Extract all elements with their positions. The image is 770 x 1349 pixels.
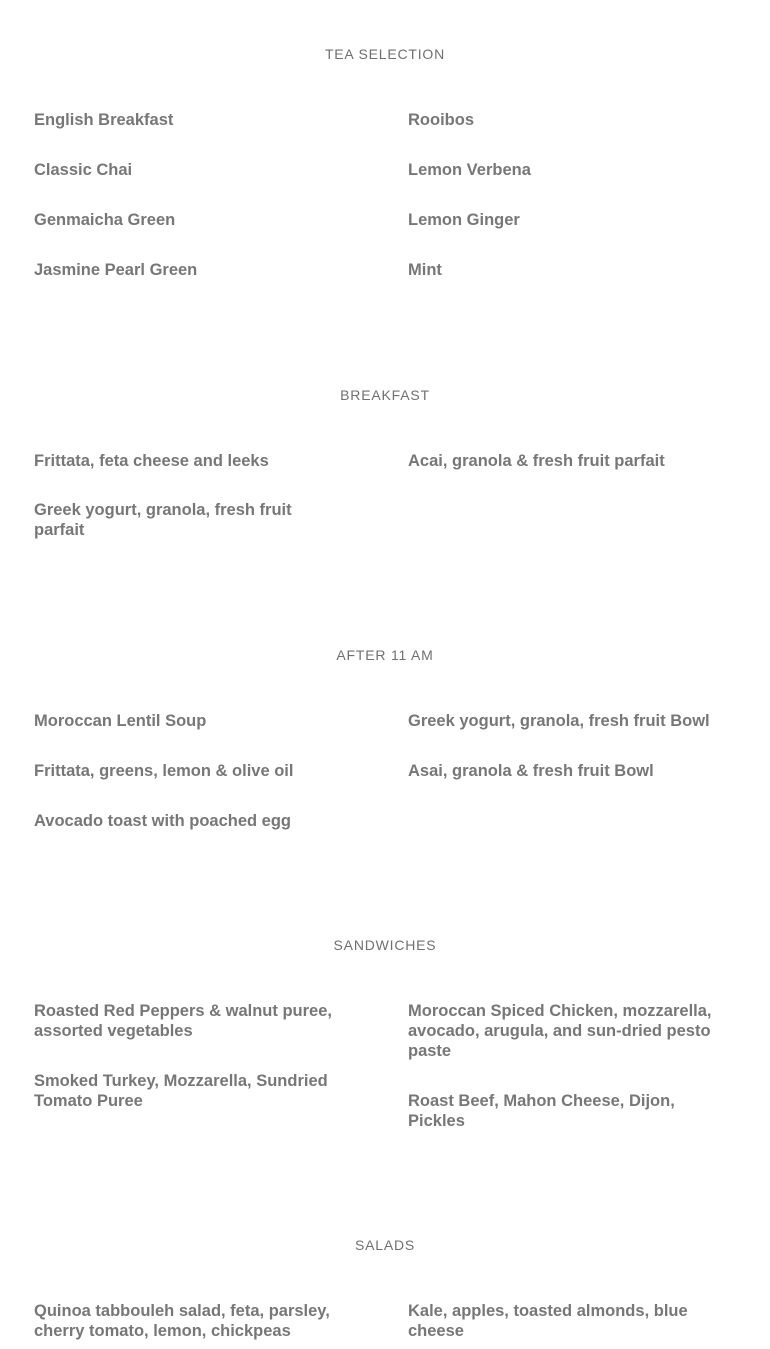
menu-item: Mint [408,261,442,279]
menu-item: Classic Chai [34,161,133,179]
menu-item: Rooibos [408,111,474,129]
section-title-tea-selection: TEA SELECTION [324,46,446,62]
section-title-after-11-am: AFTER 11 AM [336,647,434,663]
menu-item: English Breakfast [34,111,174,129]
section-title-breakfast: BREAKFAST [340,387,430,403]
menu-item: Frittata, feta cheese and leeks [34,452,269,470]
menu-item: Genmaicha Green [34,211,176,229]
menu-item: Moroccan Lentil Soup [34,712,207,730]
menu-item: Frittata, greens, lemon & olive oil [34,762,294,780]
menu-item: Greek yogurt, granola, fresh fruit Bowl [408,712,710,730]
section-title-sandwiches: SANDWICHES [333,937,437,953]
menu-item: Roasted Red Peppers & walnut puree, assorted vegetables [34,1002,332,1040]
menu-item: Smoked Turkey, Mozzarella, Sundried Tomato Puree [34,1072,328,1110]
menu-item: Kale, apples, toasted almonds, blue cheese [408,1302,688,1340]
menu-item: Asai, granola & fresh fruit Bowl [408,762,654,780]
menu-item: Moroccan Spiced Chicken, mozzarella, avocado, arugula, and sun-dried pesto paste [408,1002,712,1060]
menu-item: Jasmine Pearl Green [34,261,198,279]
menu-item: Acai, granola & fresh fruit parfait [408,452,665,470]
menu-item: Greek yogurt, granola, fresh fruit parfait [34,501,292,539]
menu-item: Roast Beef, Mahon Cheese, Dijon, Pickles [408,1092,675,1130]
menu-item: Lemon Verbena [408,161,531,179]
section-title-salads: SALADS [354,1237,416,1253]
menu-item: Lemon Ginger [408,211,520,229]
menu-item: Avocado toast with poached egg [34,812,291,830]
menu-item: Quinoa tabbouleh salad, feta, parsley, cherry tomato, lemon, chickpeas [34,1302,330,1340]
